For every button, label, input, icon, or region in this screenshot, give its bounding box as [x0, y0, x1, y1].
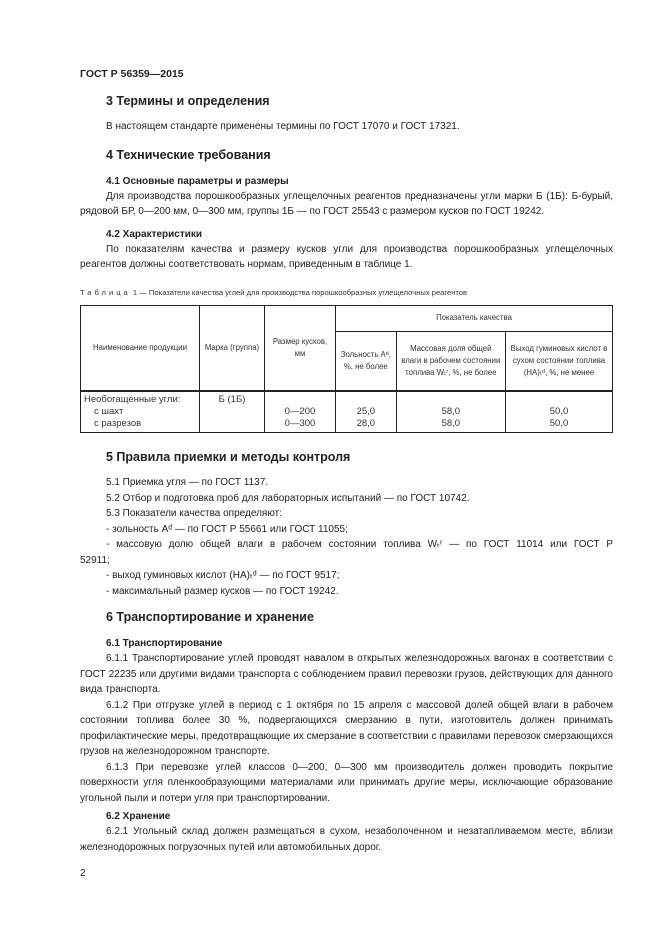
- quality-table: [80, 305, 613, 434]
- section-6-title: 6 Транспортирование и хранение: [106, 610, 314, 624]
- col-header-grade: Марка (группа): [200, 305, 265, 391]
- table-caption: Таблица 1 — Показатели качества углей для производства порошкообразных углещелочных реагентов: [80, 287, 468, 297]
- col-header-quality: Показатель качества: [336, 305, 613, 331]
- section-3-text: В настоящем стандарте применены термины по ГОСТ 17070 и ГОСТ 17321.: [106, 121, 460, 132]
- para-6-1-2: 6.1.2 При отгрузке углей в период с 1 октября по 15 апреля с массовой долей общей влаги в рабочем состоянии топлива более 30 %, подвергающихся смерзанию в пути, изготовитель должен принимать профилактические меры, предотвращающие их смерзание в соответствии с правилами перевозок смерзающихся грузов на железнодорожном транспорте.: [80, 699, 613, 757]
- para-6-1-3: 6.1.3 При перевозке углей классов 0—200, 0—300 мм производитель должен проводить покрытие поверхности угля пленкообразующими материалами или принимать другие меры, исключающие образование угольной пыли и потери угля при транспортировании.: [80, 761, 613, 804]
- col-header-humic: Выход гуминовых кислот в сухом состоянии топлива (HA)ₜᵈ, %, не менее: [506, 331, 613, 391]
- para-6-1-1: 6.1.1 Транспортирование углей проводят навалом в открытых железнодорожных вагонах в соответствии с ГОСТ 22235 или другими видами транспорта с соблюдением правил перевозки грузов, действующих для данного вида транспорта.: [80, 653, 613, 695]
- col-header-moisture: Массовая доля общей влаги в рабочем состоянии топлива Wₜʳ, %, не более: [396, 331, 505, 391]
- section-6-2-title: 6.2 Хранение: [106, 811, 171, 822]
- section-4-1-text: Для производства порошкообразных углещелочных реагентов предназначены угли марки Б (1Б): Б-бурый, рядовой БР, 0—200 мм, 0—300 мм, группы 1Б — по ГОСТ 25543 с размером кусков по ГОСТ 19242.: [80, 190, 613, 217]
- section-5-list: 5.1 Приемка угля — по ГОСТ 1137. 5.2 Отбор и подготовка проб для лабораторных испытаний — по ГОСТ 10742. 5.3 Показатели качества определяют: - зольность Aᵈ — по ГОСТ Р 55661 или ГОСТ 11055; - массовую долю общей влаги в рабочем состоянии топлива Wₜʳ — по ГОСТ 11014 или ГОСТ Р 52911; - выход гуминовых кислот (HA)ₜᵈ — по ГОСТ 9517; - максимальный размер кусков — по ГОСТ 19242.: [80, 477, 613, 597]
- section-5-title: 5 Правила приемки и методы контроля: [106, 450, 351, 464]
- table-row: Необогащенные угли: с шахт с разрезов Б (1Б) 0—200 0—300 25,0 28,0 58,0 58,0 50,0 50,0: [81, 391, 613, 433]
- col-header-ash: Зольность Aᵈ, %, не более: [336, 331, 397, 391]
- para-6-2-1: 6.2.1 Угольный склад должен размещаться в сухом, незаболоченном и незатапливаемом месте, вблизи железнодорожных погрузочных путей или автомобильных дорог.: [80, 826, 613, 853]
- section-4-title: 4 Технические требования: [106, 147, 271, 162]
- document-header: ГОСТ Р 56359—2015: [80, 68, 184, 80]
- page-number: 2: [80, 868, 86, 879]
- section-3-title: 3 Термины и определения: [106, 94, 270, 108]
- col-header-size: Размер кусков, мм: [265, 305, 336, 391]
- section-4-2-text: По показателям качества и размеру кусков угли для производства порошкообразных углещелочных реагентов должны соответствовать нормам, приведенным в таблице 1.: [80, 243, 613, 270]
- section-6-1-title: 6.1 Транспортирование: [106, 638, 223, 649]
- section-4-1-title: 4.1 Основные параметры и размеры: [106, 175, 289, 187]
- section-4-2-title: 4.2 Характеристики: [106, 228, 203, 240]
- col-header-name: Наименование продукции: [81, 305, 200, 391]
